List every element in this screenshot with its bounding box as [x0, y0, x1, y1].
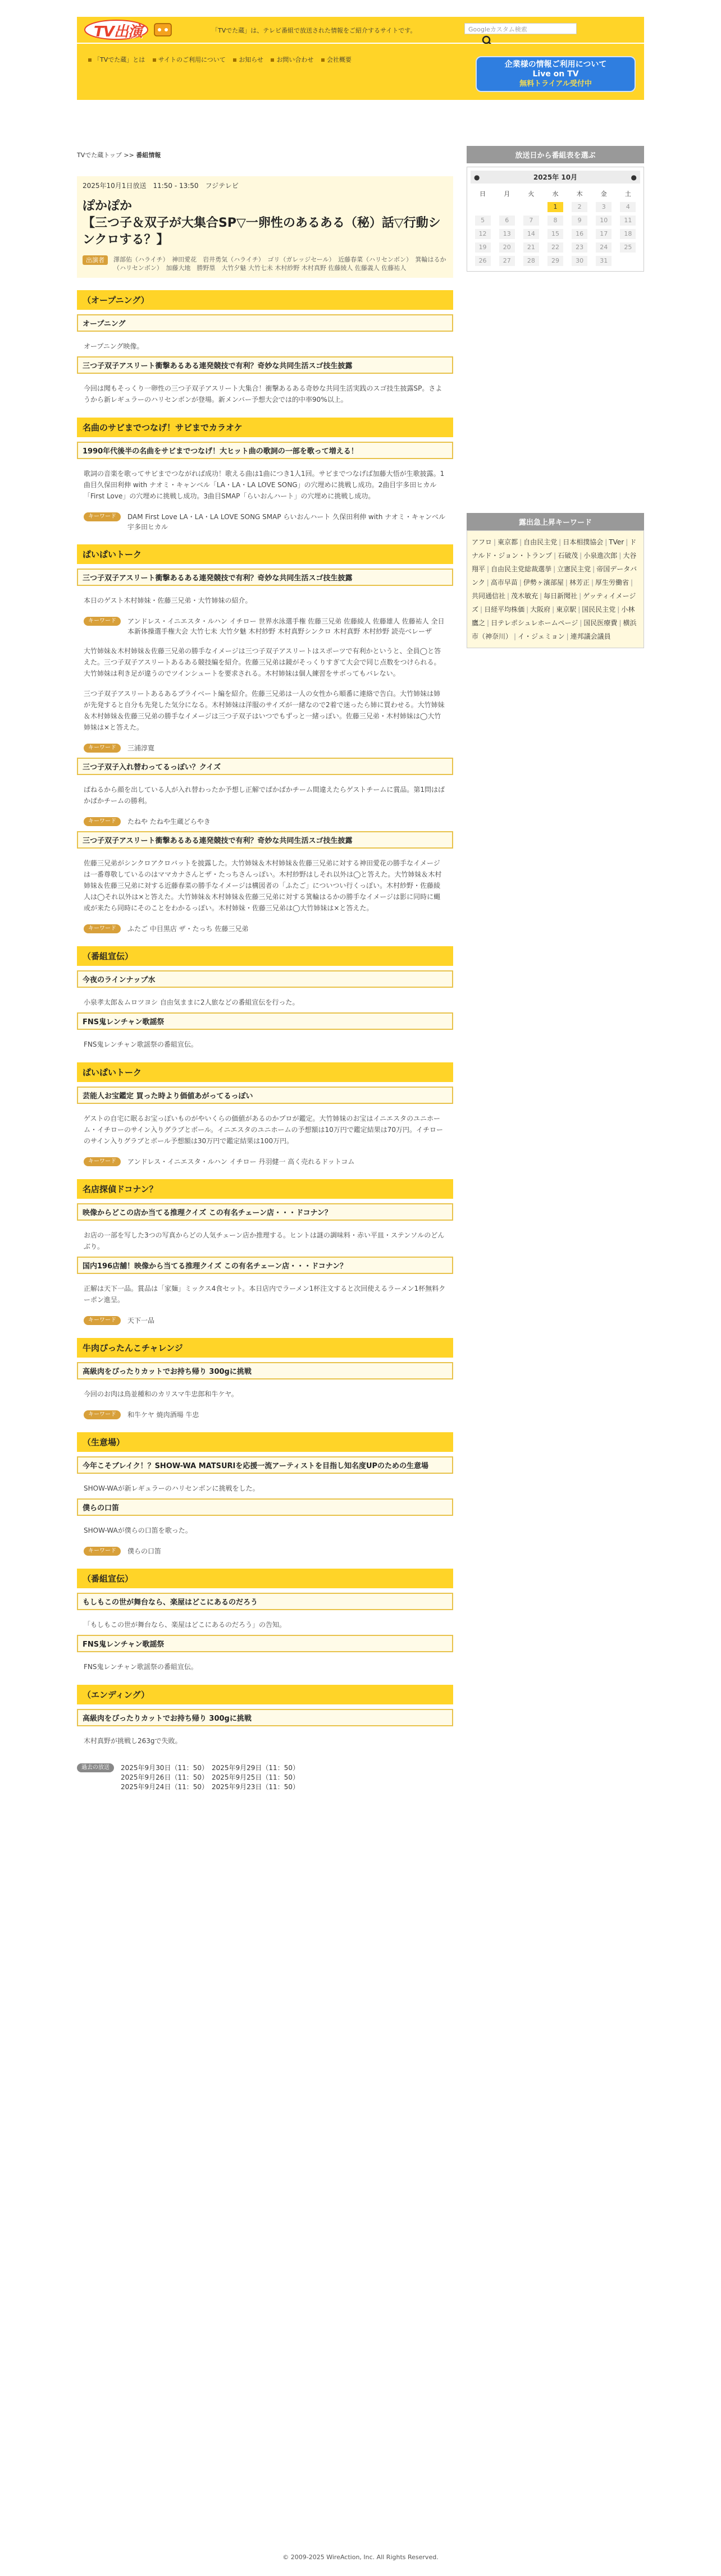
keyword-label: キーワード [84, 1547, 121, 1556]
calendar-day[interactable]: 10 [596, 216, 612, 226]
keyword-row [77, 616, 453, 636]
calendar-day[interactable]: 1 [547, 202, 563, 212]
keyword-list[interactable]: 僕らの口笛 [127, 1547, 162, 1555]
keyword-separator: | [554, 552, 556, 560]
past-broadcast-line[interactable]: 2025年9月24日（11：50） 2025年9月23日（11：50） [121, 1783, 299, 1791]
trending-keyword-link[interactable]: 日本相撲協会 [563, 538, 604, 546]
calendar-day [620, 255, 636, 265]
trending-keyword-link[interactable]: 林芳正 [569, 579, 590, 586]
keyword-label: キーワード [84, 1410, 121, 1419]
calendar-day[interactable]: 13 [499, 229, 515, 239]
keyword-separator: | [559, 538, 562, 546]
calendar-day[interactable]: 8 [547, 216, 563, 226]
keyword-list[interactable]: 三浦淳寛 [127, 744, 155, 752]
calendar-day[interactable]: 12 [475, 229, 491, 239]
calendar-weekday: 金 [600, 190, 607, 198]
calendar-day[interactable]: 2 [572, 202, 587, 212]
trending-keyword-link[interactable]: 自由民主党総裁選挙 [491, 565, 552, 573]
broadcast-date: 2025年10月1日放送 11:50 - 13:50 フジテレビ [83, 182, 239, 190]
nav-item-about[interactable]: 「TVでた蔵」とは [88, 55, 145, 65]
segment-heading: 国内196店舗！映像から当てる推理クイズ この有名チェーン店・・・ドコナン？ [77, 1257, 453, 1274]
section-heading: （番組宣伝） [77, 1569, 453, 1588]
keyword-list[interactable]: DAM First Love LA・LA・LA LOVE SONG SMAP らいおんハート 久保田利伸 with ナオミ・キャンベル 宇多田ヒカル [127, 513, 446, 531]
calendar-weekday: 日 [480, 190, 486, 198]
calendar-day[interactable]: 3 [596, 202, 612, 212]
calendar-widget [467, 167, 644, 272]
calendar-day[interactable]: 20 [499, 242, 515, 253]
keyword-separator: | [579, 619, 582, 627]
segment-description: SHOW-WAが新レギュラーのハリセンボンに挑戦をした。 [84, 1484, 259, 1492]
trending-keyword-link[interactable]: 石破茂 [558, 552, 578, 560]
keyword-separator: | [605, 538, 608, 546]
keyword-label: キーワード [84, 1157, 121, 1166]
keyword-list[interactable]: アンドレス・イニエスタ・ルハン イチロー 世界水泳選手権 佐藤三兄弟 佐藤綾人 佐藤雄人 佐藤祐人 全日本新体操選手権大会 大竹七未 大竹夕魅 木村紗野 木村真野シンクロ 木村真野 木村紗野 読売ベレーザ [127, 617, 445, 635]
calendar-day[interactable]: 15 [547, 229, 563, 239]
keyword-separator: | [619, 619, 622, 627]
logo-text: TV出演 [94, 24, 142, 40]
calendar-day[interactable]: 24 [596, 242, 612, 253]
keyword-row [77, 512, 453, 532]
calendar-weekday: 木 [576, 190, 583, 198]
calendar-day[interactable]: 14 [523, 229, 539, 239]
breadcrumb-current: 番組情報 [136, 152, 161, 159]
trending-keyword-link[interactable]: 立憲民主党 [557, 565, 591, 573]
trending-keyword-link[interactable]: 国民医療費 [583, 619, 618, 627]
keyword-separator: | [565, 579, 568, 586]
segment-heading: 三つ子双子アスリート衝撃あるある連発競技で有利？奇妙な共同生活スゴ技生披露 [77, 356, 453, 374]
section-heading: ぱいぱいトーク [77, 1062, 453, 1082]
trending-keyword-link[interactable]: 東京都 [498, 538, 518, 546]
segment-heading: オープニング [77, 314, 453, 332]
program-sections [77, 290, 453, 1747]
past-broadcast-line[interactable]: 2025年9月26日（11：50） 2025年9月25日（11：50） [121, 1773, 299, 1781]
keyword-separator: | [617, 606, 620, 613]
section-heading: （生意場） [77, 1432, 453, 1452]
segment-description: お店の一部を写した3つの写真からどの人気チェーン店か推理する。ヒントは謎の調味料・赤い平皿・ステンソルのどんぶり。 [84, 1231, 445, 1250]
keyword-list[interactable]: アンドレス・イニエスタ・ルハン イチロー 丹羽健一 高く売れるドットコム [127, 1158, 355, 1166]
segment-heading: 映像からどこの店か当てる推理クイズ この有名チェーン店・・・ドコナン？ [77, 1203, 453, 1221]
trending-keyword-link[interactable]: 大谷翔平 [472, 552, 637, 573]
calendar-day [499, 201, 515, 212]
keyword-separator: | [591, 579, 594, 586]
trending-keyword-link[interactable]: 日テレポシュレホームページ [491, 619, 578, 627]
keyword-separator: | [519, 579, 522, 586]
segment-description: 今回のお肉は鳥並種和のカリスマ牛忠郎和牛ケヤ。 [84, 1390, 238, 1398]
calendar-day[interactable]: 9 [572, 216, 587, 226]
segment-description: ぱねるから顔を出している人が入れ替わったか予想し正解でぱかぱかチーム間違えたらゲストチームに賞品。第1問はぱかぱかチームの勝利。 [84, 786, 445, 805]
section-heading: 名店探偵ドコナン？ [77, 1179, 453, 1199]
segment-heading: 僕らの口笛 [77, 1498, 453, 1516]
keyword-row [77, 1157, 453, 1167]
trending-keyword-link[interactable]: 伊勢ヶ濱部屋 [523, 579, 564, 586]
calendar-day[interactable]: 6 [499, 216, 515, 226]
search-input[interactable]: Googleカスタム検索 [464, 23, 577, 34]
segment-heading: FNS鬼レンチャン歌謡祭 [77, 1635, 453, 1652]
trending-keyword-link[interactable]: 連邦議会議員 [570, 632, 611, 640]
past-broadcasts [77, 1763, 453, 1792]
keyword-row [77, 817, 453, 827]
trending-keyword-link[interactable]: TVer [609, 538, 624, 546]
calendar-day[interactable]: 11 [620, 216, 636, 226]
segment-description: SHOW-WAが僕らの口笛を歌った。 [84, 1527, 192, 1534]
calendar-weekday: 土 [624, 190, 631, 198]
segment-description: 大竹姉妹＆木村姉妹＆佐藤三兄弟の勝手なイメージは三つ子双子アスリートはスポーツで有利かというと、全員◯と答えた。三つ子双子アスリートあるある競技編を紹介。佐藤三兄弟は鏡がそっくりすぎて大会で同じ点数をつけられる。大竹姉妹は利き足が違うのでツインシュートを要求される。木村姉妹は個人練習をサボってもバレない。 [84, 647, 441, 677]
nav-item-contact[interactable]: お問い合わせ [271, 55, 313, 65]
keyword-list[interactable]: 天下一品 [127, 1317, 155, 1324]
keyword-label: キーワード [84, 617, 121, 626]
trial-promo-banner[interactable] [476, 56, 636, 92]
main-content [77, 146, 453, 1792]
keyword-separator: | [487, 619, 490, 627]
segment-description: 歌詞の音楽を歌ってサビまでつながれば成功！歌える曲は1曲につき1人1回。サビまでつなげば加藤大悟が生歌披露。1曲目久保田利伸 with ナオミ・キャンベル「LA・LA・LA LOVE SONG」の穴埋めに挑戦し成功。2曲目宇多田ヒカル「First Love」の穴埋めに挑戦し成功。3曲目SMAP「らいおんハート」の穴埋めに挑戦し成功。 [84, 470, 445, 500]
trending-keyword-link[interactable]: アフロ [472, 538, 492, 546]
calendar-day[interactable]: 25 [620, 242, 636, 253]
past-broadcasts-label: 過去の放送 [77, 1763, 114, 1772]
segment-description: 小泉孝太郎＆ムロツヨシ 自由気ままに2人旅などの番組宣伝を行った。 [84, 998, 299, 1006]
segment-heading: 今年こそブレイク！？SHOW-WA MATSURIを応援一流アーティストを目指し知名度UPのための生意場 [77, 1456, 453, 1474]
calendar-weekday: 火 [528, 190, 535, 198]
segment-heading: 三つ子双子入れ替わってるっぽい？クイズ [77, 758, 453, 775]
segment-description: 「もしもこの世が舞台なら、楽屋はどこにあるのだろう」の告知。 [84, 1621, 286, 1629]
nav-item-usage[interactable]: サイトのご利用について [153, 55, 226, 65]
prev-month-icon[interactable]: ● [474, 173, 480, 181]
keyword-separator: | [519, 538, 522, 546]
keyword-separator: | [540, 592, 542, 600]
keyword-separator: | [487, 565, 490, 573]
program-header [77, 176, 453, 278]
keyword-label: キーワード [84, 1316, 121, 1325]
keyword-separator: | [631, 579, 633, 586]
calendar-day[interactable]: 28 [523, 256, 539, 266]
segment-heading: 三つ子双子アスリート衝撃あるある連発競技で有利？奇妙な共同生活スゴ技生披露 [77, 831, 453, 849]
program-subtitle: 【三つ子＆双子が大集合SP▽一卵性のあるある（秘）話▽行動シンクロする？】 [83, 216, 441, 247]
trending-keyword-link[interactable]: 国民民主党 [582, 606, 616, 613]
trending-keyword-link[interactable]: 毎日新聞社 [544, 592, 578, 600]
segment-description: 三つ子双子アスリートあるあるプライベート編を紹介。佐藤三兄弟は一人の女性から順番に連絡で告白。大竹姉妹は姉が先発すると自分も先発した気分になる。木村姉妹は洋服のサイズが一緒なので2着で迷ったら姉に買わせる。大竹姉妹＆木村姉妹＆佐藤三兄弟の勝手なイメージは三つ子双子はいつでもずっと一緒っぽい。佐藤三兄弟・木村姉妹は◯大竹姉妹は×と答えた。 [84, 690, 445, 731]
breadcrumb-separator: >> [124, 152, 134, 159]
trending-keyword-link[interactable]: 小泉進次郎 [583, 552, 618, 560]
keyword-list[interactable]: 和牛ケヤ 焼肉酒場 牛忠 [127, 1411, 199, 1419]
calendar-day[interactable]: 31 [596, 256, 612, 266]
keyword-row [77, 1410, 453, 1420]
nav-bar [77, 44, 644, 100]
calendar-day[interactable]: 26 [475, 256, 491, 266]
segment-description: オープニング映像。 [84, 342, 144, 350]
program-name: ぽかぽか [83, 199, 133, 213]
program-title [83, 198, 448, 249]
trending-keyword-link[interactable]: 厚生労働省 [595, 579, 629, 586]
cast-label: 出演者 [83, 255, 108, 265]
site-tagline: 「TVでた蔵」は、テレビ番組で放送された情報をご紹介するサイトです。 [212, 27, 417, 34]
calendar-day[interactable]: 21 [523, 242, 539, 253]
keyword-separator: | [526, 606, 529, 613]
keyword-row [77, 743, 453, 753]
segment-heading: 高級肉をぴったりカットでお持ち帰り 300gに挑戦 [77, 1709, 453, 1726]
calendar-weekday: 水 [552, 190, 559, 198]
promo-line-3: 無料トライアル受付中 [519, 80, 592, 88]
segment-heading: もしもこの世が舞台なら、楽屋はどこにあるのだろう [77, 1593, 453, 1610]
section-heading: 牛肉ぴったんこチャレンジ [77, 1338, 453, 1358]
calendar-weekday: 月 [504, 190, 510, 198]
calendar-header [471, 171, 640, 184]
keyword-separator: | [553, 565, 556, 573]
trending-keyword-link[interactable]: ゲッティイメージズ [472, 592, 636, 613]
calendar-day[interactable]: 27 [499, 256, 515, 266]
breadcrumb [77, 150, 453, 159]
segment-heading: 1990年代後半の名曲をサビまでつなげ！大ヒット曲の歌詞の一部を歌って増える！ [77, 442, 453, 459]
keyword-label: キーワード [84, 512, 121, 521]
keyword-list[interactable]: ふたご 中目黒店 ザ・たっち 佐藤三兄弟 [127, 925, 249, 933]
calendar-heading: 放送日から番組表を選ぶ [467, 146, 644, 163]
trending-keyword-link[interactable]: 大阪府 [530, 606, 551, 613]
keyword-separator: | [592, 565, 595, 573]
keyword-label: キーワード [84, 744, 121, 753]
segment-description: 正解は天下一品。賞品は「家麺」ミックス4食セット。本日店内でラーメン1杯注文すると次回使えるラーメン1杯無料クーポン進呈。 [84, 1285, 446, 1304]
keyword-separator: | [514, 632, 517, 640]
trending-keyword-link[interactable]: 共同通信社 [472, 592, 506, 600]
segment-heading: FNS鬼レンチャン歌謡祭 [77, 1012, 453, 1030]
keyword-separator: | [566, 632, 569, 640]
nav-item-company[interactable]: 会社概要 [321, 55, 352, 65]
trending-keyword-link[interactable]: 自由民主党 [523, 538, 558, 546]
keyword-separator: | [579, 592, 582, 600]
segment-description: 佐藤三兄弟がシンクロアクロバットを披露した。大竹姉妹＆木村姉妹＆佐藤三兄弟に対する神田愛花の勝手なイメージは一番尊敬しているのはママカナさんとザ・たっちさんっぽい。木村紗野はしそれ以外は◯と答えた。大竹姉妹＆木村姉妹＆佐藤三兄弟に対する近藤春菜の勝手なイメージは構図者の「ふたご」についつい行くっぽい。木村紗野・佐藤綾人は◯それ以外は×と答えた。大竹姉妹＆木村姉妹＆佐藤三兄弟に対する箕輪はるかの勝手なイメージは影に同時に蝿或が来たら同時にそのことをわかるっぽい。木村姉妹・佐藤三兄弟は◯大竹姉妹は×と答えた。 [84, 859, 442, 912]
keyword-row [77, 1546, 453, 1556]
calendar-day[interactable]: 22 [547, 242, 563, 253]
keyword-separator: | [626, 538, 628, 546]
footer-copyright: © 2009-2025 WireAction, Inc. All Rights Reserved. [282, 2554, 439, 2561]
segment-description: 木村真野が挑戦し263gで失敗。 [84, 1737, 182, 1745]
trending-keyword-link[interactable]: 小林鷹之 [472, 606, 635, 627]
nav-item-news[interactable]: お知らせ [233, 55, 263, 65]
trending-keywords-heading: 露出急上昇キーワード [467, 513, 644, 530]
keyword-separator: | [579, 552, 582, 560]
section-heading: ぱいぱいトーク [77, 544, 453, 564]
segment-description: 今回は聞もそっくり一卵性の三つ子双子アスリート大集合！衝撃あるある奇妙な共同生活実践のスゴ技生披露SP。さようから新レギュラーのハリセンボンが登場。新メンバー予想大会では的中率90%以上。 [84, 384, 442, 404]
trending-keywords-list [467, 530, 644, 648]
sidebar [467, 146, 644, 648]
keyword-label: キーワード [84, 924, 121, 933]
keyword-list[interactable]: たねや たねや生蔵どらやき [127, 818, 211, 826]
keyword-separator: | [619, 552, 622, 560]
promo-line-1: 企業様の情報ご利用について [504, 60, 607, 69]
keyword-separator: | [494, 538, 496, 546]
keyword-separator: | [552, 606, 555, 613]
next-month-icon[interactable]: ● [631, 173, 637, 181]
calendar-day[interactable]: 18 [620, 229, 636, 239]
section-heading: 名曲のサビまでつなげ！サビまでカラオケ [77, 418, 453, 437]
breadcrumb-home-link[interactable]: TVでた蔵トップ [77, 152, 122, 159]
calendar-day[interactable]: 17 [596, 229, 612, 239]
segment-heading: 今夜のラインナップ水 [77, 970, 453, 988]
keyword-separator: | [507, 592, 510, 600]
section-heading: （番組宣伝） [77, 946, 453, 966]
calendar-day[interactable]: 19 [475, 242, 491, 253]
trending-keyword-link[interactable]: ドナルド・ジョン・トランプ [472, 538, 637, 560]
keyword-separator: | [486, 579, 489, 586]
section-heading: （エンディング） [77, 1685, 453, 1704]
keyword-row [77, 1315, 453, 1326]
past-broadcast-list [121, 1763, 299, 1792]
calendar-month: 2025年 10月 [533, 173, 578, 181]
keyword-label: キーワード [84, 817, 121, 826]
trending-keyword-link[interactable]: 高市早苗 [490, 579, 518, 586]
site-logo[interactable] [83, 19, 186, 40]
trending-keyword-link[interactable]: 茂木敏充 [511, 592, 539, 600]
past-broadcast-line[interactable]: 2025年9月30日（11：50） 2025年9月29日（11：50） [121, 1764, 299, 1772]
keyword-separator: | [480, 606, 483, 613]
trending-keyword-link[interactable]: 東京駅 [556, 606, 577, 613]
nav-links [88, 55, 414, 65]
trending-keyword-link[interactable]: 横浜市（神奈川） [472, 619, 637, 640]
calendar-day[interactable]: 29 [547, 256, 563, 266]
segment-heading: 芸能人お宝鑑定 買った時より価値あがってるっぽい [77, 1087, 453, 1104]
segment-heading: 高級肉をぴったりカットでお持ち帰り 300gに挑戦 [77, 1362, 453, 1379]
calendar-day[interactable]: 30 [572, 256, 587, 266]
calendar-day[interactable]: 5 [475, 216, 491, 226]
site-header [77, 17, 644, 43]
calendar-day[interactable]: 23 [572, 242, 587, 253]
calendar-day[interactable]: 4 [620, 202, 636, 212]
calendar-grid [471, 187, 640, 268]
section-heading: （オープニング） [77, 290, 453, 310]
cast-list[interactable]: 澤部佑（ハライチ） 神田愛花 岩井勇気（ハライチ） ゴリ（ガレッジセール） 近藤春菜（ハリセンボン） 箕輪はるか（ハリセンボン） 加藤大地 勝野塁 大竹夕魅 大竹七未 木村紗野 木村真野 佐藤綾人 佐藤義人 佐藤祐人 [113, 256, 446, 272]
promo-line-2: Live on TV [532, 70, 579, 79]
trending-keyword-link[interactable]: 帝国データバンク [472, 565, 637, 586]
keyword-separator: | [578, 606, 581, 613]
calendar-day[interactable]: 16 [572, 229, 587, 239]
page-wrapper [77, 17, 644, 2576]
trending-keyword-link[interactable]: イ・ジェミョン [518, 632, 565, 640]
cast-row [83, 255, 448, 272]
calendar-day [475, 201, 491, 212]
segment-description: FNS鬼レンチャン歌謡祭の番組宣伝。 [84, 1041, 198, 1048]
segment-heading: 三つ子双子アスリート衝撃あるある連発競技で有利？奇妙な共同生活スゴ技生披露 [77, 569, 453, 586]
segment-description: ゲストの自宅に眠るお宝っぽいものがやいくらの価値があるのかプロが鑑定。大竹姉妹のお宝はイニエスタのユニホーム・イチローのサイン入りグラブとボール。イニエスタのユニホームの予想額は10万円で鑑定結果は70万円。イチローのサイン入りグラブとボール予想額は30万円で鑑定結果は100万円。 [84, 1115, 444, 1145]
segment-description: 本日のゲスト木村姉妹・佐藤三兄弟・大竹姉妹の紹介。 [84, 597, 252, 604]
segment-description: FNS鬼レンチャン歌謡祭の番組宣伝。 [84, 1663, 198, 1671]
keyword-row [77, 924, 453, 934]
calendar-day[interactable]: 7 [523, 216, 539, 226]
trending-keyword-link[interactable]: 日経平均株価 [484, 606, 525, 613]
calendar-day [523, 201, 539, 212]
